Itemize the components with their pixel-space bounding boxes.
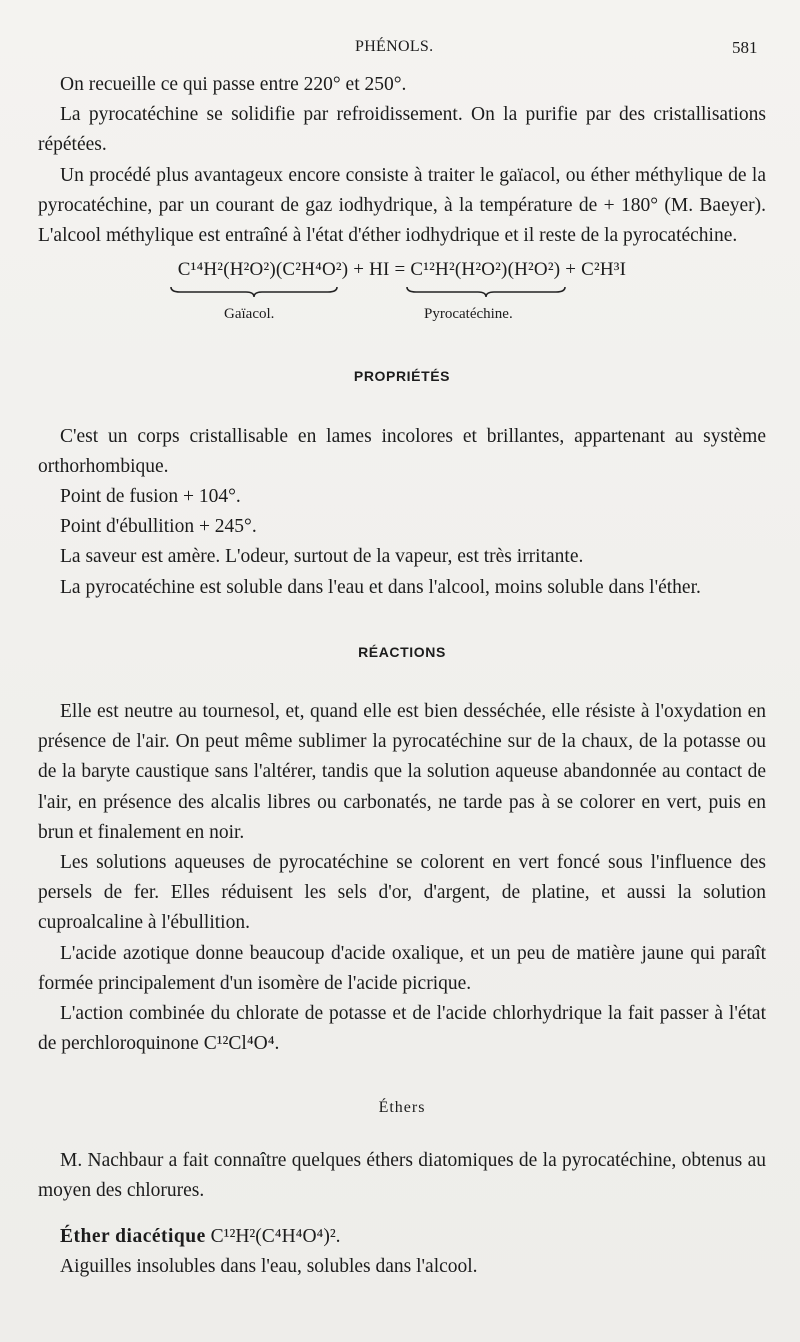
section-title-ethers: Éthers: [378, 1099, 426, 1117]
chemical-equation: [38, 255, 766, 285]
paragraph-ether-diacetique: [38, 1222, 766, 1252]
paragraph-litmus-oxidation: Elle est neutre au tournesol, et, quand elle est bien desséchée, elle résiste à l'oxydation en présence de l'air. On peut même sublimer la pyrocatéchine sur de la chaux, de la potasse ou de la baryte caustique sans l'altérer, tandis que la solution aqueuse abandonnée au contact de l'air, en présence des alcalis libres ou carbonatés, ne tarde pas à se colorer en vert, puis en brun et finalement en noir.: [38, 701, 766, 843]
pyrocatechine-formula: C¹²H²(H²O²)(H²O²): [410, 259, 561, 281]
paragraph-nachbaur: M. Nachbaur a fait connaître quelques éthers diatomiques de la pyrocatéchine, obtenus au moyen des chlorures.: [38, 1149, 766, 1201]
ether-diacetique-formula: C¹²H²(C⁴H⁴O⁴)².: [205, 1226, 341, 1248]
paragraph-taste-odor: La saveur est amère. L'odeur, surtout de la vapeur, est très irritante.: [60, 546, 584, 568]
section-title-proprietes: PROPRIÉTÉS: [353, 368, 451, 385]
equation-braces: [38, 285, 766, 325]
paragraph-nitric-acid: L'acide azotique donne beaucoup d'acide oxalique, et un peu de matière jaune qui paraît formée principalement d'un isomère de l'acide picrique.: [38, 942, 766, 994]
pyrocatechine-label: Pyrocatéchine.: [424, 306, 513, 323]
paragraph-perchloroquinone: L'action combinée du chlorate de potasse et de l'acide chlorhydrique la fait passer à l'état de perchloroquinone C¹²Cl⁴O⁴.: [38, 1003, 766, 1055]
gaiacol-formula: C¹⁴H²(H²O²)(C²H⁴O²): [177, 259, 349, 281]
pyrocatechine-brace: [406, 285, 566, 299]
equation-hi-part: + HI =: [348, 259, 411, 281]
paragraph-baeyer-process: Un procédé plus avantageux encore consiste à traiter le gaïacol, ou éther méthylique de la pyrocatéchine, par un courant de gaz iodhydrique, à la température de + 180° (M. Baeyer). L'alcool méthylique est entraîné à l'état d'éther iodhydrique et il reste de la pyrocatéchine.: [38, 164, 766, 247]
page-header: [0, 34, 800, 64]
paragraph-melting-point: Point de fusion + 104°.: [60, 486, 241, 508]
paragraph-iron-salts: Les solutions aqueuses de pyrocatéchine se colorent en vert foncé sous l'influence des persels de fer. Elles réduisent les sels d'or, d'argent, de platine, et aussi la solution cuproalcaline à l'ébullition.: [38, 852, 766, 934]
page-body: [38, 70, 766, 1283]
paragraph-purification: La pyrocatéchine se solidifie par refroidissement. On la purifie par des cristallisations répétées.: [38, 104, 766, 156]
section-title-reactions: RÉACTIONS: [358, 643, 446, 660]
equation-methyl-iodide: + C²H³I: [560, 259, 627, 281]
gaiacol-brace: [170, 285, 338, 299]
paragraph-needles: Aiguilles insolubles dans l'eau, solubles dans l'alcool.: [60, 1256, 478, 1278]
paragraph-solubility: La pyrocatéchine est soluble dans l'eau et dans l'alcool, moins soluble dans l'éther.: [60, 576, 701, 598]
ether-diacetique-term: Éther diacétique: [60, 1226, 206, 1248]
running-head: PHÉNOLS.: [355, 38, 434, 55]
gaiacol-label: Gaïacol.: [224, 306, 275, 323]
paragraph-crystal-system: C'est un corps cristallisable en lames incolores et brillantes, appartenant au système orthorhombique.: [38, 425, 766, 477]
paragraph-boiling-point: Point d'ébullition + 245°.: [60, 516, 257, 538]
page-number: 581: [732, 38, 758, 57]
paragraph-distillation: On recueille ce qui passe entre 220° et 250°.: [60, 74, 407, 95]
